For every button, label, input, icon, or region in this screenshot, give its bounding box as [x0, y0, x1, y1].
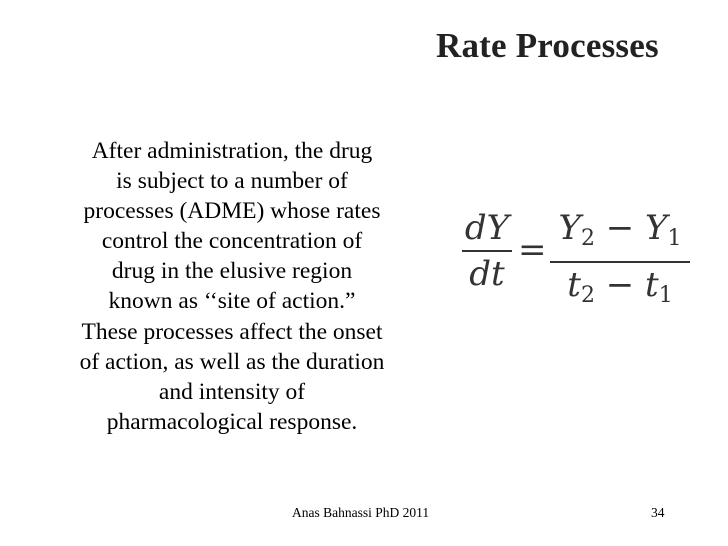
rhs-denominator-operator: − [594, 265, 646, 305]
body-line: processes (ADME) whose rates [83, 198, 381, 225]
rhs-denominator-term-b: t [645, 265, 659, 305]
body-line: known as ‘‘site of action.” [108, 288, 356, 315]
fraction-bar [462, 250, 512, 252]
lhs-fraction [462, 208, 512, 294]
body-line: After administration, the drug [91, 138, 373, 164]
body-line: control the concentration of [101, 228, 363, 255]
body-line: pharmacological response. [106, 408, 358, 435]
body-paragraph [34, 136, 430, 437]
rhs-numerator-sub-b: 1 [667, 226, 682, 251]
rhs-numerator-term-b: Y [645, 208, 668, 248]
rhs-numerator-term-a: Y [558, 208, 581, 248]
lhs-numerator: dY [464, 208, 510, 248]
rhs-numerator-operator: − [594, 208, 646, 248]
equals-sign: = [518, 230, 547, 270]
slide-title: Rate Processes [436, 26, 659, 65]
fraction-bar [550, 261, 690, 263]
body-line: of action, as well as the duration [79, 348, 385, 375]
rhs-fraction [550, 208, 690, 316]
rhs-numerator-sub-a: 2 [580, 226, 595, 251]
body-line: and intensity of [158, 378, 306, 405]
rhs-numerator [550, 208, 690, 259]
body-line: is subject to a number of [116, 168, 348, 195]
rhs-denominator-term-a: t [567, 265, 581, 305]
page-number: 34 [651, 505, 665, 520]
lhs-denominator: dt [469, 254, 505, 294]
rhs-denominator-sub-a: 2 [580, 283, 595, 308]
rhs-denominator [550, 265, 690, 316]
footer-author: Anas Bahnassi PhD 2011 [292, 505, 430, 520]
body-line: These processes affect the onset [81, 318, 383, 345]
rhs-denominator-sub-b: 1 [658, 283, 673, 308]
body-line: drug in the elusive region [111, 258, 353, 285]
rate-equation [456, 208, 688, 308]
